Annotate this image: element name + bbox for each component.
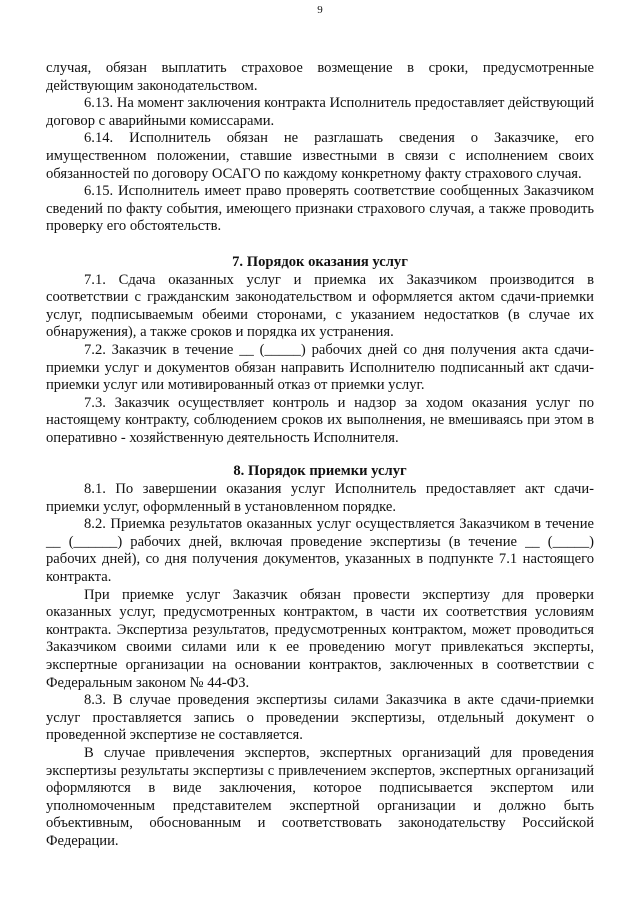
paragraph-8-2-expertise: При приемке услуг Заказчик обязан провести экспертизу для проверки оказанных услуг, предусмотренных контрактом, в части их соответствия условиям контракта. Экспертиза результатов, предусмотренных контрактом, может проводиться Заказчиком своими силами или к ее проведению могут привлекаться эксперты, экспертные организации на основании контрактов, заключенных в соответствии с Федеральным законом № 44-ФЗ.	[46, 586, 594, 691]
section-8-heading: 8. Порядок приемки услуг	[233, 463, 407, 480]
paragraph-6-13: 6.13. На момент заключения контракта Исполнитель предоставляет действующий договор с аварийными комиссарами.	[46, 95, 594, 129]
paragraph-7-2: 7.2. Заказчик в течение __ (_____) рабочих дней со дня получения акта сдачи-приемки услуг и документов обязан направить Исполнителю подписанный акт сдачи-приемки услуг или мотивированный отказ от приемки услуг.	[46, 341, 594, 394]
paragraph-7-3: 7.3. Заказчик осуществляет контроль и надзор за ходом оказания услуг по настоящему контракту, соблюдением сроков их выполнения, не вмешиваясь при этом в оперативно - хозяйственную деятельность Исполнителя.	[46, 394, 594, 446]
paragraph-6-14: 6.14. Исполнитель обязан не разглашать сведения о Заказчике, его имущественном положении, ставшие известными в связи с исполнением своих обязанностей по договору ОСАГО по каждому конкретному факту страхового случая.	[46, 130, 594, 182]
paragraph-8-1: 8.1. По завершении оказания услуг Исполнитель предоставляет акт сдачи-приемки услуг, оформленный в установленном порядке.	[46, 481, 594, 515]
paragraph-6-15: 6.15. Исполнитель имеет право проверять соответствие сообщенных Заказчиком сведений по факту события, имеющего признаки страхового случая, а также проводить проверку его обстоятельств.	[46, 183, 594, 235]
document-body	[46, 60, 594, 851]
paragraph-8-3-experts: В случае привлечения экспертов, экспертных организаций для проведения экспертизы результаты экспертизы с привлечением экспертов, экспертных организаций оформляются в виде заключения, которое подписывается экспертом или уполномоченным представителем экспертной организации и должно быть объективным, обоснованным и соответствовать законодательству Российской Федерации.	[46, 744, 594, 849]
paragraph-8-2: 8.2. Приемка результатов оказанных услуг осуществляется Заказчиком в течение __ (______) рабочих дней, включая проведение экспертизы (в течение __ (_____) рабочих дней), со дня получения документов, указанных в подпункте 7.1 настоящего контракта.	[46, 516, 594, 586]
paragraph-continuation: случая, обязан выплатить страховое возмещение в сроки, предусмотренные действующим законодательством.	[46, 60, 594, 94]
paragraph-8-3: 8.3. В случае проведения экспертизы силами Заказчика в акте сдачи-приемки услуг проставляется запись о проведении экспертизы, отдельный документ о проведенной экспертизе не составляется.	[46, 692, 594, 744]
page-number: 9	[317, 4, 323, 16]
section-7-heading: 7. Порядок оказания услуг	[232, 253, 408, 270]
paragraph-7-1: 7.1. Сдача оказанных услуг и приемка их Заказчиком производится в соответствии с гражданским законодательством и оформляется актом сдачи-приемки услуг, подписываемым обеими сторонами, с указанием недостатков (в случае их обнаружения), а также сроков и порядка их устранения.	[46, 271, 594, 341]
